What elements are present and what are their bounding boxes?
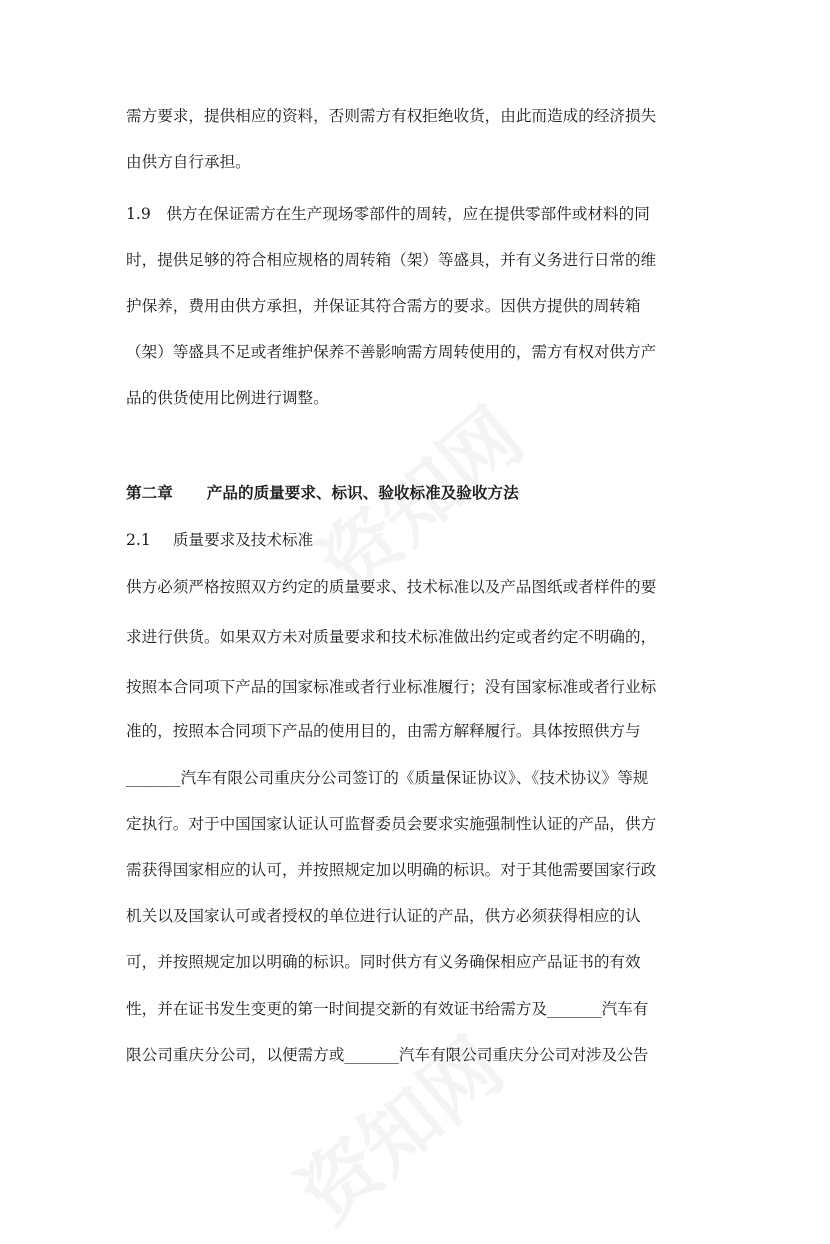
clause-1-9-line: 1.9 供方在保证需方在生产现场零部件的周转，应在提供零部件或材料的同 [126,205,650,223]
chapter-heading [126,483,519,503]
paragraph-line: 可，并按照规定加以明确的标识。同时供方有义务确保相应产品证书的有效 [126,953,641,971]
section-heading [126,530,313,550]
paragraph-line: 护保养，费用由供方承担，并保证其符合需方的要求。因供方提供的周转箱 [126,297,641,315]
paragraph-line: 需获得国家相应的认可，并按照规定加以明确的标识。对于其他需要国家行政 [126,861,657,879]
paragraph-line: _______汽车有限公司重庆分公司签订的《质量保证协议》、《技术协议》等规 [126,769,649,787]
paragraph-line: 定执行。对于中国国家认证认可监督委员会要求实施强制性认证的产品，供方 [126,815,657,833]
chapter-title: 产品的质量要求、标识、验收标准及验收方法 [206,483,519,502]
paragraph-line: 限公司重庆分公司，以便需方或_______汽车有限公司重庆分公司对涉及公告 [126,1046,649,1064]
paragraph-line: （架）等盛具不足或者维护保养不善影响需方周转使用的，需方有权对供方产 [126,343,657,361]
paragraph-line: 机关以及国家认可或者授权的单位进行认证的产品，供方必须获得相应的认 [126,907,641,925]
section-title: 质量要求及技术标准 [172,531,314,549]
section-number: 2.1 [126,531,151,549]
paragraph-line: 时，提供足够的符合相应规格的周转箱（架）等盛具，并有义务进行日常的维 [126,251,657,269]
paragraph-line: 供方必须严格按照双方约定的质量要求、技术标准以及产品图纸或者样件的要 [126,578,657,596]
paragraph-line: 按照本合同项下产品的国家标准或者行业标准履行；没有国家标准或者行业标 [126,678,657,696]
paragraph-line: 需方要求，提供相应的资料，否则需方有权拒绝收货，由此而造成的经济损失 [126,107,657,125]
paragraph-line: 由供方自行承担。 [126,153,251,171]
paragraph-line: 品的供货使用比例进行调整。 [126,389,329,407]
paragraph-line: 性，并在证书发生变更的第一时间提交新的有效证书给需方及_______汽车有 [126,1000,649,1018]
watermark-bottom [271,1008,522,1244]
chapter-number: 第二章 [126,483,173,502]
paragraph-line: 准的，按照本合同项下产品的使用目的，由需方解释履行。具体按照供方与 [126,722,641,740]
paragraph-line: 求进行供货。如果双方未对质量要求和技术标准做出约定或者约定不明确的， [126,628,657,646]
